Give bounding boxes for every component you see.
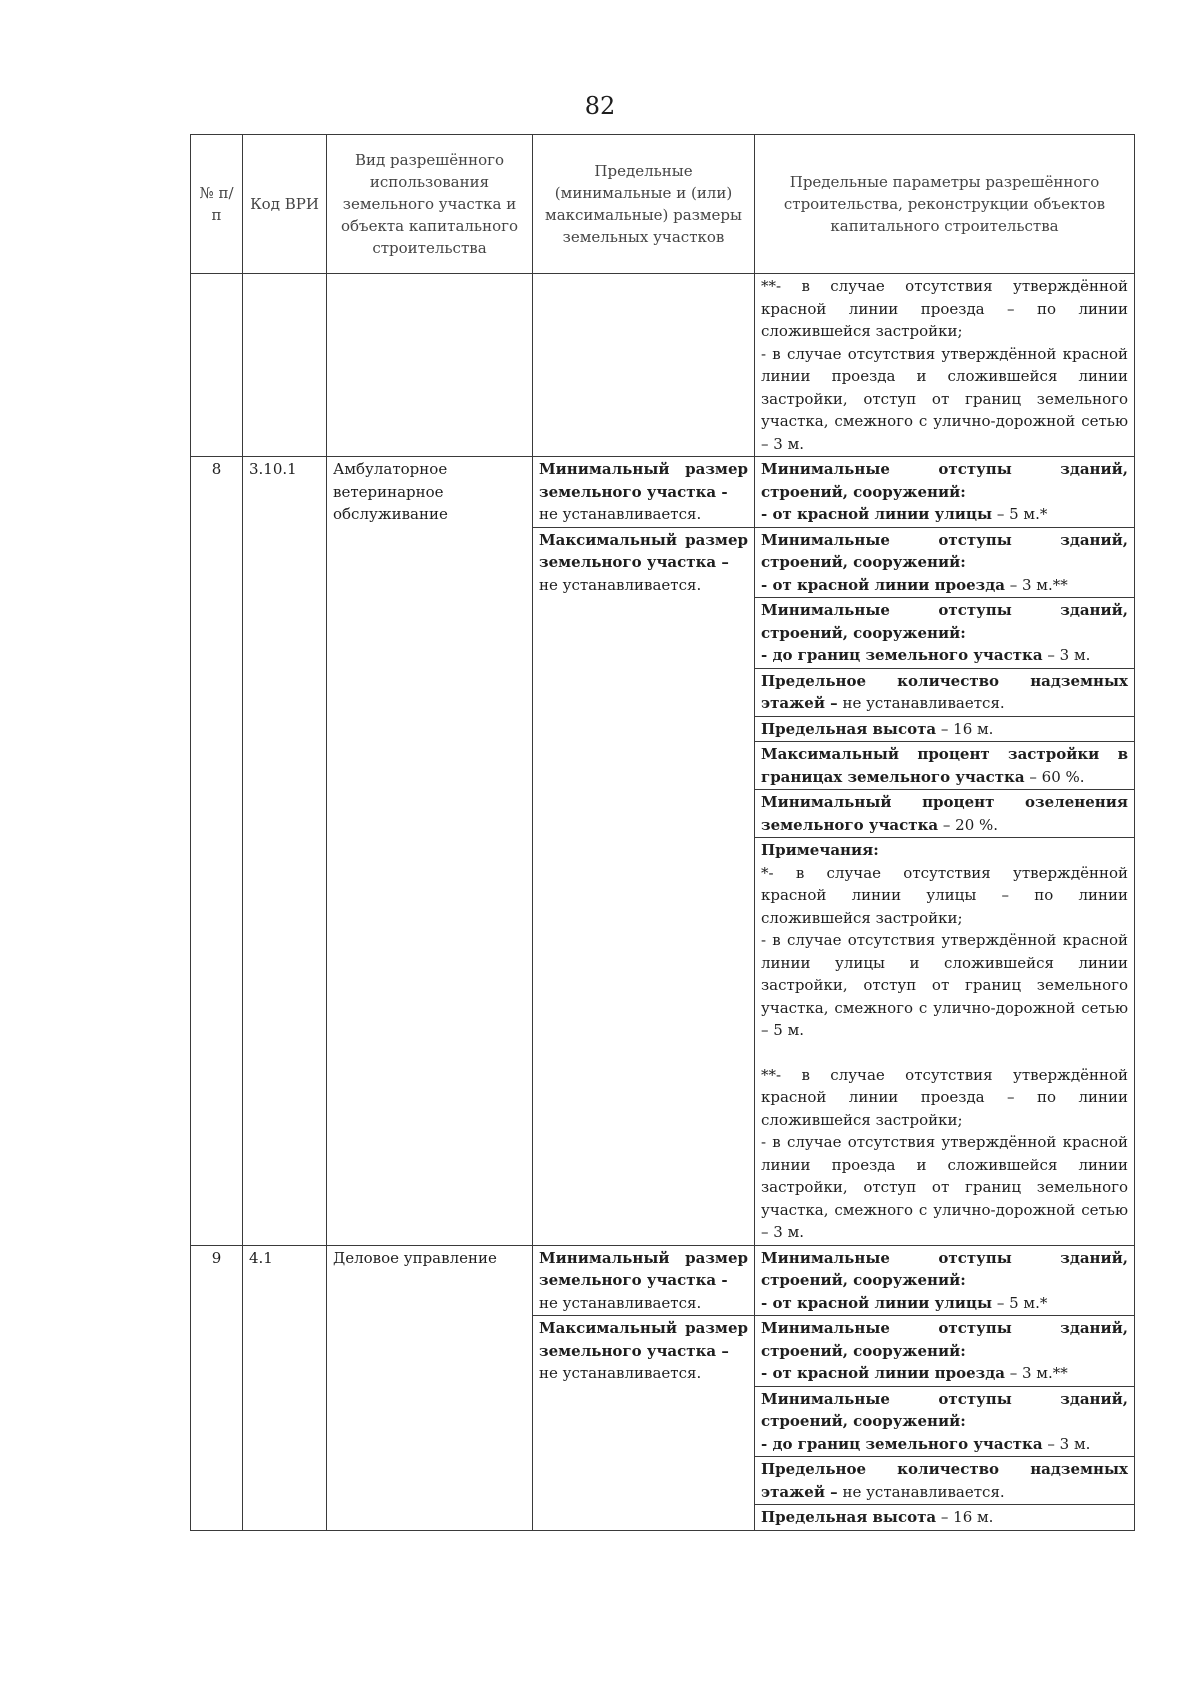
row-number: 9 <box>191 1245 243 1530</box>
min-size-value: не устанавливается. <box>539 1293 702 1312</box>
max-size-cell <box>533 1316 755 1531</box>
param-value: – 3 м.** <box>1004 575 1068 594</box>
header-size: Предельные (минимальные и (или) максимальные) размеры земельных участков <box>533 135 755 274</box>
row-use: Деловое управление <box>327 1245 533 1530</box>
param-label: - от красной линии улицы <box>761 505 993 523</box>
param-setback-passage <box>755 1316 1135 1387</box>
param-head: Минимальные отступы зданий, строений, сооружений: <box>761 601 1128 642</box>
max-size-value: не устанавливается. <box>539 1364 702 1382</box>
param-label: - до границ земельного участка <box>761 1434 1043 1453</box>
note-pass: **- в случае отсутствия утверждённой красной линии проезда – по линии сложившейся застройки; <box>761 277 1128 340</box>
min-size-cell <box>533 1245 755 1316</box>
param-building-percent <box>755 742 1135 790</box>
continuation-notes <box>755 274 1135 457</box>
min-size-cell <box>533 457 755 528</box>
param-label: Предельная высота <box>761 1508 937 1526</box>
param-label: - от красной линии проезда <box>761 575 1005 594</box>
header-code: Код ВРИ <box>243 135 327 274</box>
param-value: – 16 м. <box>936 1508 994 1526</box>
max-size-value: не устанавливается. <box>539 575 702 594</box>
row-number: 8 <box>191 457 243 1246</box>
param-setback-street <box>755 457 1135 528</box>
param-green-percent <box>755 790 1135 838</box>
param-label: Предельное количество надземных этажей – <box>761 1460 1128 1501</box>
min-size-value: не устанавливается. <box>539 505 702 523</box>
param-setback-street <box>755 1245 1135 1316</box>
param-head: Минимальные отступы зданий, строений, сооружений: <box>761 1248 1128 1289</box>
header-params: Предельные параметры разрешённого строительства, реконструкции объектов капитального строительства <box>755 135 1135 274</box>
min-size-label: Минимальный размер земельного участка - <box>539 1248 748 1289</box>
param-label: Предельное количество надземных этажей – <box>761 671 1128 712</box>
note-street-2: - в случае отсутствия утверждённой красной линии улицы и сложившейся линии застройки, отступ от границ земельного участка, смежного с улично-дорожной сетью – 5 м. <box>761 931 1128 1039</box>
param-floors <box>755 668 1135 716</box>
param-label: Предельная высота <box>761 719 937 738</box>
note-pass-2: - в случае отсутствия утверждённой красной линии проезда и сложившейся линии застройки, отступ от границ земельного участка, смежного с улично-дорожной сетью – 3 м. <box>761 1133 1128 1241</box>
param-height <box>755 1505 1135 1531</box>
param-label: - до границ земельного участка <box>761 646 1043 664</box>
table-row-9 <box>191 1245 1135 1316</box>
param-head: Минимальные отступы зданий, строений, сооружений: <box>761 1389 1128 1430</box>
continuation-row <box>191 274 1135 457</box>
header-use: Вид разрешённого использования земельного участка и объекта капитального строительства <box>327 135 533 274</box>
page-number: 82 <box>584 92 616 120</box>
param-value: – 16 м. <box>936 719 994 738</box>
notes-heading: Примечания: <box>761 841 879 859</box>
max-size-cell <box>533 527 755 1245</box>
param-head: Минимальные отступы зданий, строений, сооружений: <box>761 530 1128 571</box>
param-value: – 5 м.* <box>992 505 1048 523</box>
param-value: – 20 %. <box>938 815 999 834</box>
note-pass: **- в случае отсутствия утверждённой красной линии проезда – по линии сложившейся застройки; <box>761 1065 1128 1129</box>
param-height <box>755 716 1135 742</box>
max-size-label: Максимальный размер земельного участка – <box>539 530 748 571</box>
param-label: - от красной линии улицы <box>761 1293 993 1312</box>
note-pass-2: - в случае отсутствия утверждённой красной линии проезда и сложившейся линии застройки, отступ от границ земельного участка, смежного с улично-дорожной сетью – 3 м. <box>761 344 1128 453</box>
param-label: - от красной линии проезда <box>761 1364 1005 1382</box>
param-setback-passage <box>755 527 1135 598</box>
param-value: – 3 м. <box>1042 646 1091 664</box>
param-value: – 3 м.** <box>1004 1364 1068 1382</box>
row-code: 4.1 <box>243 1245 327 1530</box>
table-row-8 <box>191 457 1135 528</box>
param-value: не устанавливается. <box>837 1482 1005 1501</box>
param-setback-boundary <box>755 1386 1135 1457</box>
max-size-label: Максимальный размер земельного участка – <box>539 1319 748 1360</box>
param-head: Минимальные отступы зданий, строений, сооружений: <box>761 460 1128 501</box>
note-street: *- в случае отсутствия утверждённой красной линии улицы – по линии сложившейся застройки; <box>761 863 1128 927</box>
row-code: 3.10.1 <box>243 457 327 1246</box>
param-label: Минимальный процент озеленения земельного участка <box>761 793 1128 834</box>
param-head: Минимальные отступы зданий, строений, сооружений: <box>761 1319 1128 1360</box>
param-value: – 60 %. <box>1024 767 1085 786</box>
param-label: Максимальный процент застройки в границах земельного участка <box>761 745 1128 786</box>
header-no: № п/п <box>191 135 243 274</box>
param-value: не устанавливается. <box>837 694 1005 712</box>
table-header-row <box>191 135 1135 274</box>
notes-cell <box>755 838 1135 1246</box>
param-value: – 5 м.* <box>992 1293 1048 1312</box>
row-use: Амбулаторное ветеринарное обслуживание <box>327 457 533 1246</box>
min-size-label: Минимальный размер земельного участка - <box>539 460 748 501</box>
param-value: – 3 м. <box>1042 1434 1091 1453</box>
param-floors <box>755 1457 1135 1505</box>
param-setback-boundary <box>755 598 1135 669</box>
land-use-table <box>190 134 1135 1531</box>
